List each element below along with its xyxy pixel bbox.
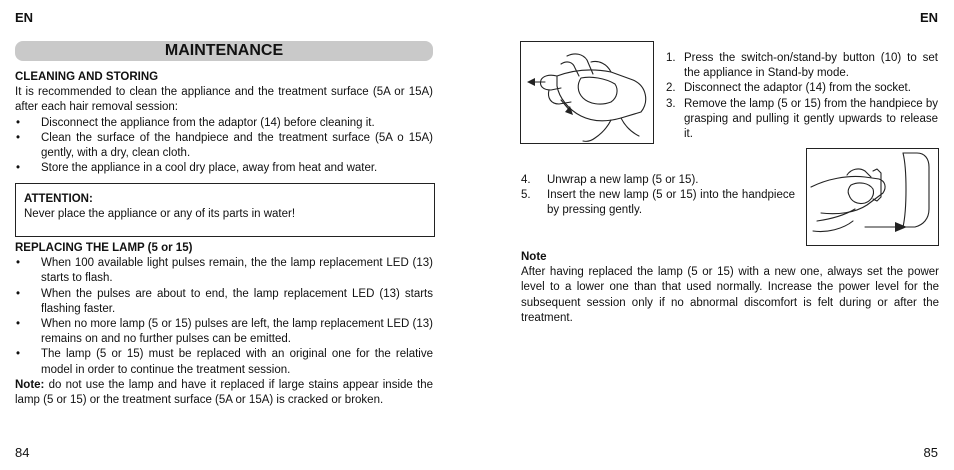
lamp-removal-illustration	[520, 41, 654, 144]
section-banner	[15, 41, 433, 61]
list-item: • Clean the surface of the handpiece and the treatment surface (5A o 15A) gently, with a dry, clean cloth.	[15, 131, 433, 161]
lamp-insertion-drawing	[807, 149, 938, 245]
attention-title: ATTENTION:	[24, 193, 93, 205]
list-item	[521, 173, 795, 188]
step-text: Disconnect the adaptor (14) from the socket.	[684, 82, 911, 95]
language-code-right: EN	[919, 10, 938, 25]
list-item	[666, 51, 938, 81]
cleaning-heading: CLEANING AND STORING	[15, 71, 159, 83]
list-item: • When the pulses are about to end, the lamp replacement LED (13) starts flashing faster.	[15, 287, 433, 317]
arrow-left-icon	[527, 78, 535, 86]
steps-list-b	[521, 173, 795, 219]
step-number: 4.	[521, 174, 531, 186]
list-item	[521, 188, 795, 218]
list-item: • The lamp (5 or 15) must be replaced with an original one for the relative model in order to continue the treatment session.	[15, 347, 433, 377]
list-item	[666, 97, 938, 143]
cleaning-section	[15, 70, 433, 176]
step-number: 1.	[666, 52, 676, 64]
step-number: 3.	[666, 97, 676, 110]
list-item: • When 100 available light pulses remain, the the lamp replacement LED (13) starts to flash.	[15, 256, 433, 286]
page-number-left: 84	[15, 445, 30, 460]
step-number: 2.	[666, 82, 676, 95]
steps-list-a	[666, 51, 938, 142]
cleaning-intro: It is recommended to clean the appliance and the treatment surface (5A or 15A) after each hair removal session:	[15, 86, 433, 114]
replacing-note	[15, 378, 433, 408]
replacing-heading: REPLACING THE LAMP (5 or 15)	[15, 242, 193, 254]
page-number-right: 85	[923, 445, 938, 460]
attention-text: Never place the appliance or any of its parts in water!	[24, 208, 296, 221]
arrow-right-icon	[895, 222, 907, 232]
language-code-left: EN	[15, 10, 34, 25]
step-number: 5.	[521, 189, 531, 202]
cleaning-bullet-list	[15, 116, 433, 177]
list-item: • When no more lamp (5 or 15) pulses are left, the lamp replacement LED (13) remains on and no further pulses can be emitted.	[15, 317, 433, 347]
lamp-insertion-illustration	[806, 148, 939, 246]
note-body: After having replaced the lamp (5 or 15) with a new one, always set the power level to a lower one than that used normally. Increase the power level for the subsequent session only if no abnormal discomfort is felt during or after the treatment.	[521, 266, 939, 324]
note-text: do not use the lamp and have it replaced if large stains appear inside the lamp (5 or 15) or the treatment surface (5A or 15A) is cracked or broken.	[15, 378, 433, 407]
attention-box	[15, 183, 435, 237]
step-text: Unwrap a new lamp (5 or 15).	[547, 174, 699, 186]
list-item: • Disconnect the appliance from the adaptor (14) before cleaning it.	[15, 116, 433, 131]
step-text: Insert the new lamp (5 or 15) into the handpiece by pressing gently.	[547, 189, 795, 217]
replacing-section	[15, 241, 433, 408]
replacing-bullet-list	[15, 256, 433, 378]
note-title: Note	[521, 251, 547, 263]
lamp-removal-drawing	[521, 42, 653, 143]
list-item: • Store the appliance in a cool dry place, away from heat and water.	[15, 161, 433, 176]
list-item	[666, 81, 938, 96]
note-label: Note:	[15, 378, 45, 391]
note-section	[521, 250, 939, 326]
step-text: Remove the lamp (5 or 15) from the handpiece by grasping and pulling it gently upwards to release it.	[684, 97, 938, 141]
step-text: Press the switch-on/stand-by button (10) to set the appliance in Stand-by mode.	[684, 52, 938, 80]
banner-title: MAINTENANCE	[164, 42, 284, 59]
